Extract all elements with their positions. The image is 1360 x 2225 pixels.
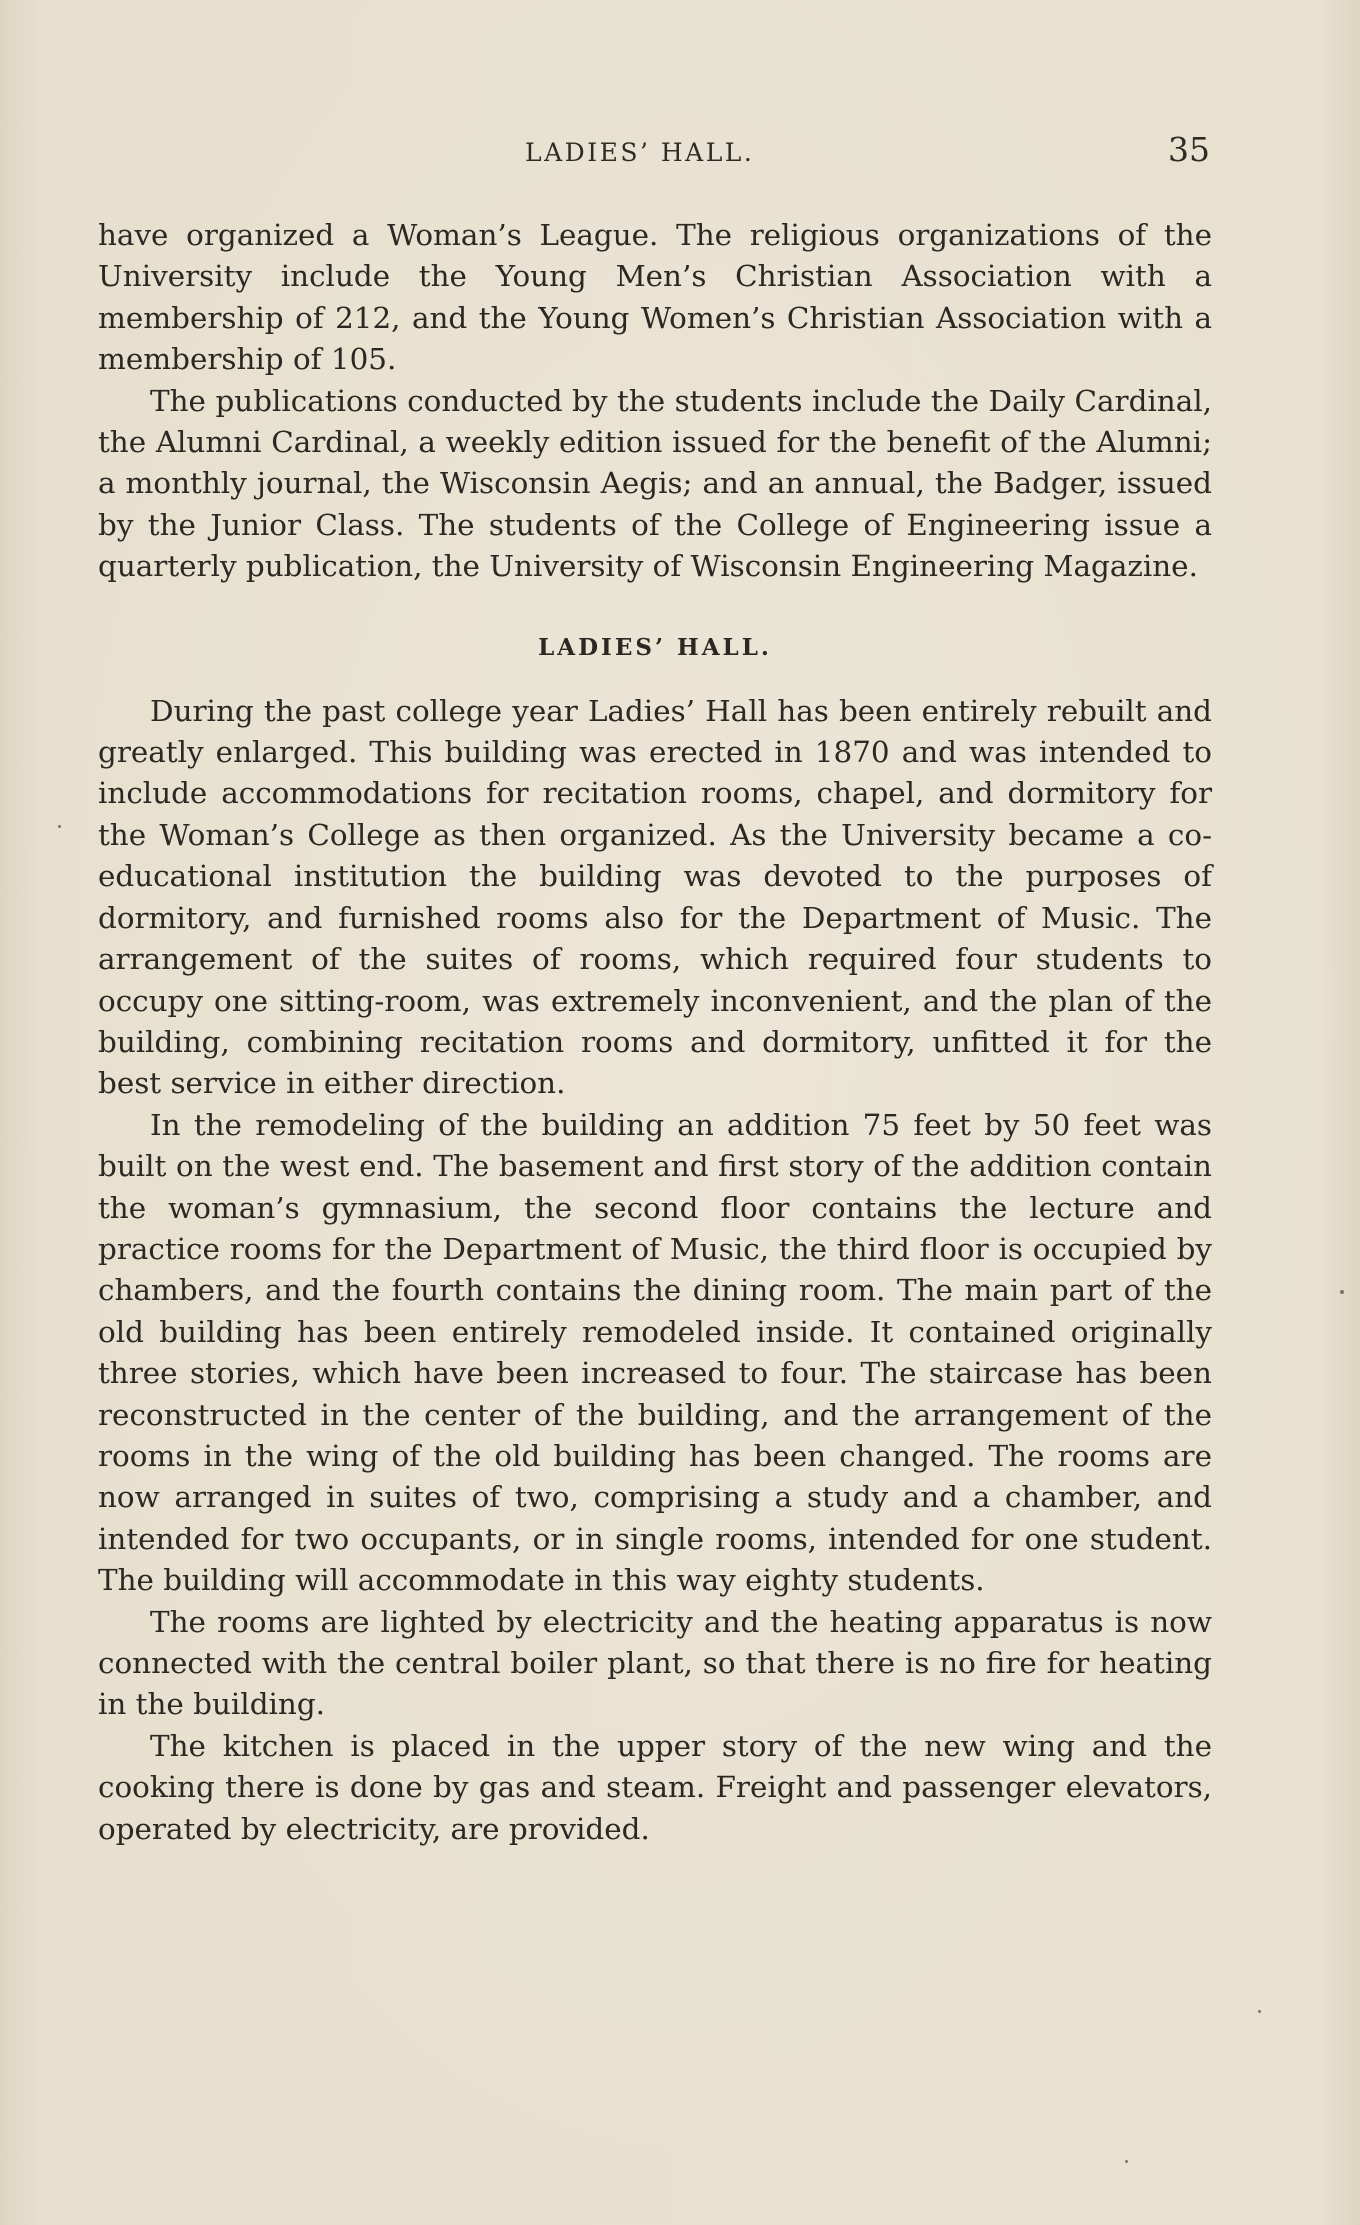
- paragraph-publications: The publications conducted by the students include the Daily Cardinal, the Alumni Cardinal, a weekly edition issued for the benefit of the Alumni; a monthly journal, the Wisconsin Aegis; and an annual, the Badger, issued by the Junior Class. The students of the College of Engineering issue a quarterly publication, the University of Wisconsin Engineering Magazine.: [98, 383, 1212, 584]
- paragraph-league: have organized a Woman’s League. The religious organizations of the University include the Young Men’s Christian Association with a membership of 212, and the Young Women’s Christian Association with a membership of 105.: [98, 218, 1212, 377]
- paragraph-lighting: The rooms are lighted by electricity and the heating apparatus is now connected with the central boiler plant, so that there is no fire for heating in the building.: [98, 1604, 1212, 1722]
- paper-speck: [58, 825, 61, 828]
- paragraph-remodeling: In the remodeling of the building an addition 75 feet by 50 feet was built on the west end. The basement and first story of the addition contain the woman’s gymnasium, the second floor contains the lecture and practice rooms for the Department of Music, the third floor is occupied by chambers, and the fourth contains the dining room. The main part of the old building has been entirely remodeled inside. It contained originally three stories, which have been increased to four. The staircase has been reconstructed in the center of the building, and the arrangement of the rooms in the wing of the old building has been changed. The rooms are now arranged in suites of two, comprising a study and a chamber, and intended for two occupants, or in single rooms, intended for one student. The building will accommodate in this way eighty students.: [98, 1107, 1212, 1598]
- running-head: LADIES’ HALL.: [525, 138, 755, 167]
- paper-speck: [1340, 1290, 1344, 1294]
- paragraph-rebuilt: During the past college year Ladies’ Hall has been entirely rebuilt and greatly enlarged. This building was erected in 1870 and was intended to include accommodations for recitation rooms, chapel, and dormitory for the Woman’s College as then organized. As the University became a co-educational institution the building was devoted to the purposes of dormitory, and furnished rooms also for the Department of Music. The arrangement of the suites of rooms, which required four students to occupy one sitting-room, was extremely inconvenient, and the plan of the building, combining recitation rooms and dormitory, unfitted it for the best service in either direction.: [98, 693, 1212, 1101]
- paragraph-kitchen: The kitchen is placed in the upper story of the new wing and the cooking there is done by gas and steam. Freight and passenger elevators, operated by electricity, are provided.: [98, 1728, 1212, 1846]
- page-body: [98, 215, 1212, 1850]
- page-header: [105, 130, 1210, 180]
- section-heading: LADIES’ HALL.: [538, 633, 772, 661]
- page-number: 35: [1168, 130, 1210, 169]
- paper-speck: [1258, 2010, 1261, 2013]
- paper-speck: [1125, 2160, 1128, 2163]
